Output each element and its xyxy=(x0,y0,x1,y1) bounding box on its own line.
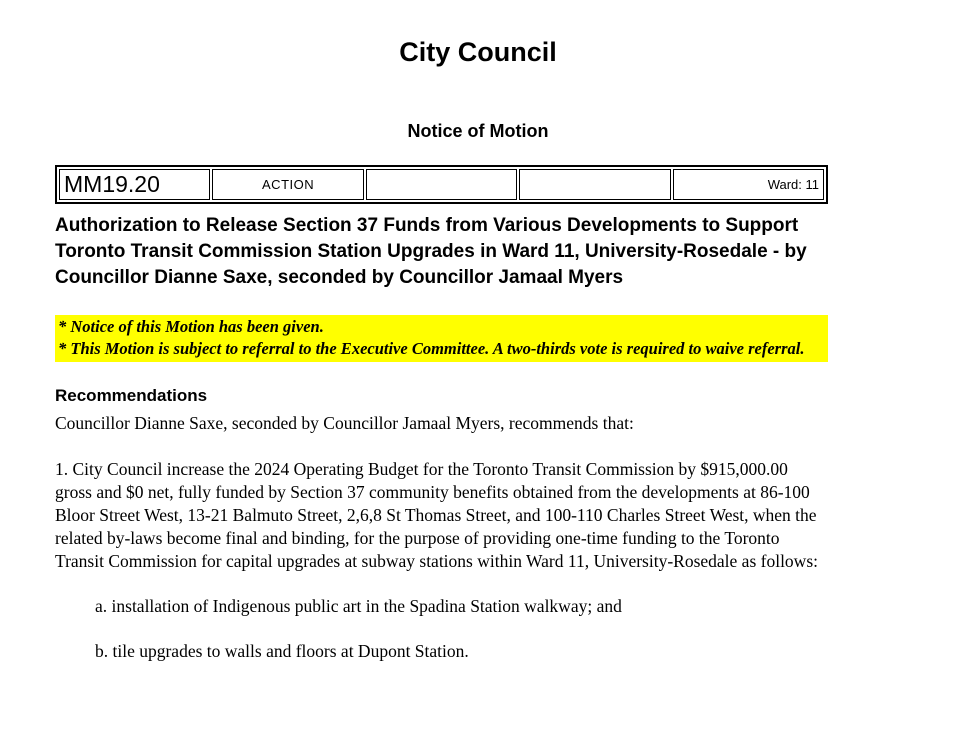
motion-title: Authorization to Release Section 37 Funds from Various Developments to Support Toronto Transit Commission Station Upgrades in Ward 11, University-Rosedale - by Councillor Dianne Saxe, seconded by Councillor Jamaal Myers xyxy=(55,215,807,288)
empty-cell-1 xyxy=(366,169,517,200)
notice-line: * This Motion is subject to referral to the Executive Committee. A two-thirds vote is required to waive referral. xyxy=(58,339,805,358)
notice-line: * Notice of this Motion has been given. xyxy=(58,317,324,336)
recommendation-item-1: 1. City Council increase the 2024 Operating Budget for the Toronto Transit Commission by $915,000.00 gross and $0 net, fully funded by Section 37 community benefits obtained from the developments at 86-100 Bloor Street West, 13-21 Balmuto Street, 2,6,8 St Thomas Street, and 100-110 Charles Street West, when the related by-laws become final and binding, for the purpose of providing one-time funding to the Toronto Transit Commission for capital upgrades at subway stations within Ward 11, University-Rosedale as follows: xyxy=(55,459,818,571)
motion-header-row xyxy=(59,169,824,200)
notice-of-motion-subtitle: Notice of Motion xyxy=(407,121,549,141)
notice-highlight-block xyxy=(55,315,828,362)
document-body xyxy=(55,165,828,663)
recommendation-sub-item-b: b. tile upgrades to walls and floors at Dupont Station. xyxy=(95,641,469,661)
motion-header-table xyxy=(55,165,828,204)
motion-item-number-cell: MM19.20 xyxy=(59,169,210,200)
recommendations-heading: Recommendations xyxy=(55,386,208,405)
action-type-cell: ACTION xyxy=(212,169,363,200)
ward-cell: Ward: 11 xyxy=(673,169,824,200)
page-title: City Council xyxy=(399,37,557,67)
recommendations-intro: Councillor Dianne Saxe, seconded by Councillor Jamaal Myers, recommends that: xyxy=(55,413,634,433)
recommendation-sub-item-a: a. installation of Indigenous public art in the Spadina Station walkway; and xyxy=(95,596,622,616)
empty-cell-2 xyxy=(519,169,670,200)
